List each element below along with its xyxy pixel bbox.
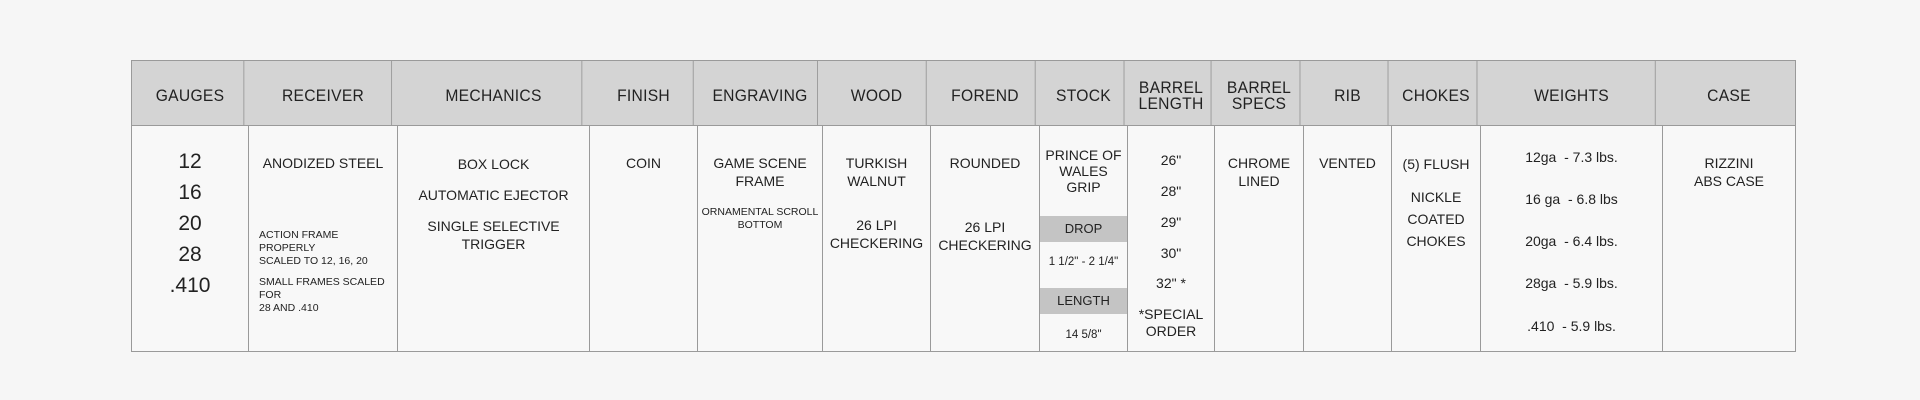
cell-barrel-length — [1128, 126, 1215, 351]
header-stock: STOCK — [1044, 61, 1125, 125]
mechanics-item: SINGLE SELECTIVE TRIGGER — [427, 218, 560, 252]
chokes-detail: NICKLE COATED CHOKES — [1406, 189, 1466, 249]
cell-mechanics — [398, 126, 590, 351]
header-wood: WOOD — [827, 61, 926, 125]
barrel-specs-value: CHROME LINED — [1227, 155, 1291, 189]
cell-engraving — [698, 126, 823, 351]
header-engraving: ENGRAVING — [703, 61, 818, 125]
receiver-material: ANODIZED STEEL — [262, 155, 384, 171]
cell-forend — [931, 126, 1040, 351]
header-gauges: GAUGES — [137, 61, 245, 125]
weight-entry: 12ga - 7.3 lbs. — [1525, 149, 1618, 165]
cell-stock — [1040, 126, 1128, 351]
weight-entry: 20ga - 6.4 lbs. — [1525, 233, 1618, 249]
header-barrel-length: BARREL LENGTH — [1131, 61, 1211, 125]
gauge-value: 16 — [178, 181, 202, 204]
gauge-value: 28 — [178, 243, 202, 266]
stock-length-label: LENGTH — [1040, 288, 1127, 314]
header-chokes: CHOKES — [1396, 61, 1478, 125]
mechanics-item: BOX LOCK — [457, 156, 530, 172]
header-case: CASE — [1707, 86, 1751, 105]
weight-entry: .410 - 5.9 lbs. — [1527, 318, 1616, 334]
header-row — [132, 61, 1795, 126]
cell-finish — [590, 126, 698, 351]
barrel-length-value: 26" — [1160, 152, 1182, 168]
barrel-length-value: 28" — [1160, 183, 1182, 199]
barrel-length-value: 30" — [1160, 245, 1182, 261]
header-weights: WEIGHTS — [1488, 61, 1655, 125]
header-barrel-specs: BARREL SPECS — [1219, 61, 1301, 125]
stock-drop-value: 1 1/2" - 2 1/4" — [1048, 256, 1119, 268]
receiver-note-2: SMALL FRAMES SCALED FOR 28 AND .410 — [259, 276, 385, 314]
header-receiver: RECEIVER — [255, 61, 392, 125]
cell-wood — [823, 126, 931, 351]
header-mechanics: MECHANICS — [406, 61, 583, 125]
cell-gauges — [132, 126, 249, 351]
chokes-type: (5) FLUSH — [1402, 156, 1470, 172]
gauge-value: 20 — [178, 212, 202, 235]
gauge-value: .410 — [169, 274, 211, 297]
stock-type: PRINCE OF WALES GRIP — [1045, 147, 1122, 195]
engraving-sub: ORNAMENTAL SCROLL BOTTOM — [701, 206, 819, 231]
cell-weights — [1481, 126, 1663, 351]
stock-length-value: 14 5/8" — [1065, 329, 1102, 341]
body-row — [132, 126, 1795, 351]
header-finish: FINISH — [594, 61, 693, 125]
cell-barrel-specs — [1215, 126, 1304, 351]
rib-value: VENTED — [1319, 155, 1376, 171]
forend-checkering: 26 LPI CHECKERING — [938, 219, 1032, 253]
stock-drop-label: DROP — [1040, 216, 1127, 242]
header-forend: FOREND — [935, 61, 1035, 125]
case-value: RIZZINI ABS CASE — [1693, 155, 1765, 189]
barrel-length-note: *SPECIAL ORDER — [1138, 306, 1204, 339]
finish-value: COIN — [626, 155, 661, 171]
cell-receiver — [249, 126, 398, 351]
receiver-note-1: ACTION FRAME PROPERLY SCALED TO 12, 16, 20 — [259, 229, 368, 267]
barrel-length-value: 29" — [1160, 214, 1182, 230]
barrel-length-value: 32" * — [1156, 275, 1186, 291]
cell-rib — [1304, 126, 1392, 351]
gauge-value: 12 — [178, 150, 202, 173]
cell-case — [1663, 126, 1795, 351]
gauge-list — [132, 146, 248, 301]
engraving-main: GAME SCENE FRAME — [713, 155, 807, 189]
cell-chokes — [1392, 126, 1481, 351]
wood-type: TURKISH WALNUT — [845, 155, 908, 189]
weight-entry: 28ga - 5.9 lbs. — [1525, 275, 1618, 291]
header-rib: RIB — [1308, 61, 1389, 125]
spec-table — [131, 60, 1796, 352]
forend-shape: ROUNDED — [949, 155, 1021, 171]
mechanics-item: AUTOMATIC EJECTOR — [418, 187, 569, 203]
wood-checkering: 26 LPI CHECKERING — [829, 217, 924, 251]
weight-entry: 16 ga - 6.8 lbs — [1525, 191, 1618, 207]
